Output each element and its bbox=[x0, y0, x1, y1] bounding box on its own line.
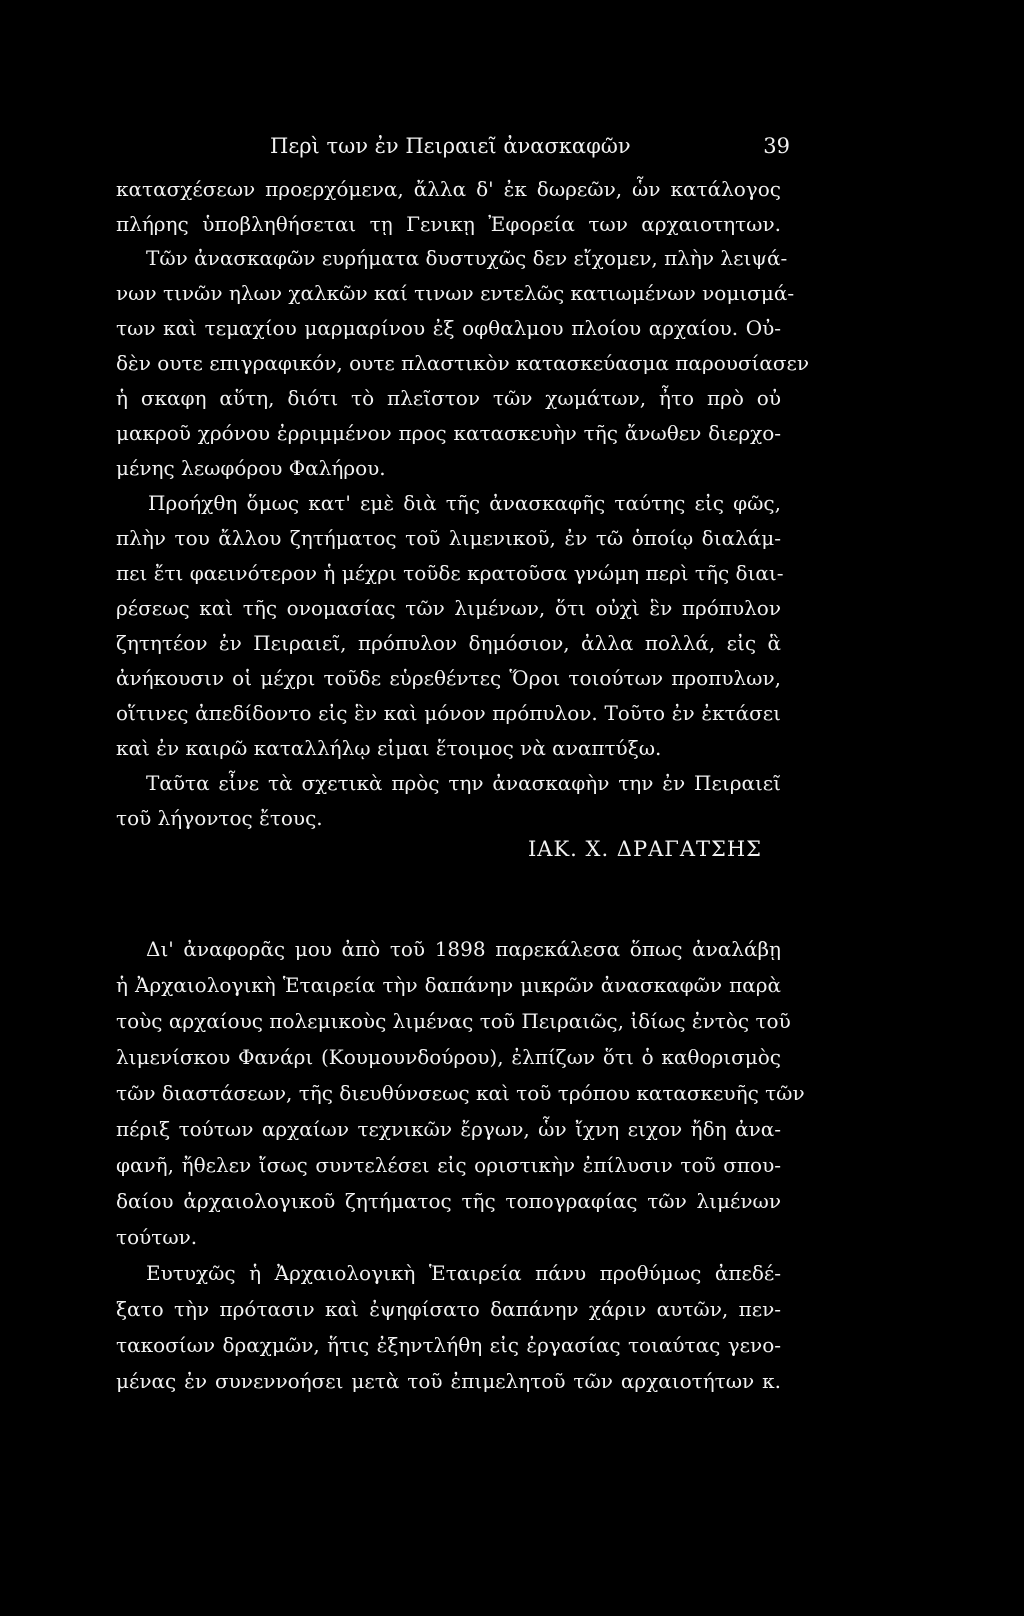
text-line: Δι' ἀναφορᾶς μου ἀπὸ τοῦ 1898 παρεκάλεσα ὅπως ἀναλάβῃ bbox=[146, 937, 781, 961]
text-line: νων τινῶν ηλων χαλκῶν καί τινων εντελῶς κατιωμένων νομισμά- bbox=[116, 281, 795, 305]
text-line: τοῦ λήγοντος ἔτους. bbox=[116, 806, 323, 830]
text-line: τῶν διαστάσεων, τῆς διευθύνσεως καὶ τοῦ τρόπου κατασκευῆς τῶν bbox=[116, 1081, 805, 1105]
text-line: δὲν ουτε επιγραφικόν, ουτε πλαστικὸν κατασκεύασμα παρουσίασεν bbox=[116, 351, 810, 375]
page-number: 39 bbox=[763, 134, 790, 158]
text-line: πει ἔτι φαεινότερον ἡ μέχρι τοῦδε κρατοῦσα γνώμη περὶ τῆς διαι- bbox=[116, 561, 784, 585]
text-line: πέριξ τούτων αρχαίων τεχνικῶν ἔργων, ὧν ἴχνη ειχον ἤδη ἀνα- bbox=[116, 1117, 781, 1141]
text-line: Προήχθη ὅμως κατ' εμὲ διὰ τῆς ἀνασκαφῆς ταύτης εἰς φῶς, bbox=[148, 491, 781, 515]
text-line: των καὶ τεμαχίου μαρμαρίνου ἐξ οφθαλμου πλοίου αρχαίου. Οὐ- bbox=[116, 316, 781, 340]
text-line: τακοσίων δραχμῶν, ἥτις ἐξηντλήθη εἰς ἐργασίας τοιαύτας γενο- bbox=[116, 1333, 781, 1357]
text-line: ἡ Ἀρχαιολογικὴ Ἑταιρεία τὴν δαπάνην μικρῶν ἀνασκαφῶν παρὰ bbox=[116, 973, 781, 997]
text-line: ἡ σκαφη αὕτη, διότι τὸ πλεῖστον τῶν χωμάτων, ἦτο πρὸ οὐ bbox=[116, 386, 781, 410]
text-line: Ταῦτα εἶνε τὰ σχετικὰ πρὸς την ἀνασκαφὴν την ἐν Πειραιεῖ bbox=[146, 771, 781, 795]
text-line: μένας ἐν συνεννοήσει μετὰ τοῦ ἐπιμελητοῦ τῶν αρχαιοτήτων κ. bbox=[116, 1369, 781, 1393]
text-line: κατασχέσεων προερχόμενα, ἄλλα δ' ἐκ δωρεῶν, ὧν κατάλογος bbox=[116, 177, 781, 201]
text-line: οἵτινες ἀπεδίδοντο εἰς ἓν καὶ μόνον πρόπυλον. Τοῦτο ἐν ἐκτάσει bbox=[116, 701, 781, 725]
text-line: ζητητέον ἐν Πειραιεῖ, πρόπυλον δημόσιον, ἀλλα πολλά, εἰς ἃ bbox=[116, 631, 781, 655]
text-line: φανῆ, ἤθελεν ἴσως συντελέσει εἰς οριστικὴν ἐπίλυσιν τοῦ σπου- bbox=[116, 1153, 781, 1177]
running-header bbox=[270, 128, 790, 168]
text-line: μένης λεωφόρου Φαλήρου. bbox=[116, 456, 386, 480]
text-line: ρέσεως καὶ τῆς ονομασίας τῶν λιμένων, ὅτι οὐχὶ ἓν πρόπυλον bbox=[116, 596, 781, 620]
text-line: ξατο τὴν πρότασιν καὶ ἐψηφίσατο δαπάνην χάριν αυτῶν, πεν- bbox=[116, 1297, 781, 1321]
text-line: πλήρης ὑποβληθήσεται τῃ Γενικῃ Ἐφορεία των αρχαιοτητων. bbox=[116, 212, 781, 236]
text-line: ἀνήκουσιν οἱ μέχρι τοῦδε εὑρεθέντες Ὅροι τοιούτων προπυλων, bbox=[116, 666, 781, 690]
author-signature: ΙΑΚ. Χ. ΔΡΑΓΑΤΣΗΣ bbox=[528, 837, 763, 861]
header-title: Περὶ των ἐν Πειραιεῖ ἀνασκαφῶν bbox=[270, 134, 631, 158]
text-line: πλὴν του ἄλλου ζητήματος τοῦ λιμενικοῦ, ἐν τῶ ὁποίῳ διαλάμ- bbox=[116, 526, 781, 550]
text-line: μακροῦ χρόνου ἐρριμμένον προς κατασκευὴν τῆς ἄνωθεν διερχο- bbox=[116, 421, 781, 445]
text-line: Τῶν ἀνασκαφῶν ευρήματα δυστυχῶς δεν εἴχομεν, πλὴν λειψά- bbox=[146, 246, 788, 270]
text-line: καὶ ἐν καιρῶ καταλλήλῳ εἰμαι ἕτοιμος νὰ αναπτύξω. bbox=[116, 736, 662, 760]
text-line: δαίου ἀρχαιολογικοῦ ζητήματος τῆς τοπογραφίας τῶν λιμένων bbox=[116, 1189, 781, 1213]
text-line: τοὺς αρχαίους πολεμικοὺς λιμένας τοῦ Πειραιῶς, ἰδίως ἐντὸς τοῦ bbox=[116, 1009, 791, 1033]
text-line: Ευτυχῶς ἡ Ἀρχαιολογικὴ Ἑταιρεία πάνυ προθύμως ἀπεδέ- bbox=[146, 1261, 781, 1285]
text-line: τούτων. bbox=[116, 1225, 198, 1249]
text-line: λιμενίσκου Φανάρι (Κουμουνδούρου), ἐλπίζων ὅτι ὁ καθορισμὸς bbox=[116, 1045, 781, 1069]
